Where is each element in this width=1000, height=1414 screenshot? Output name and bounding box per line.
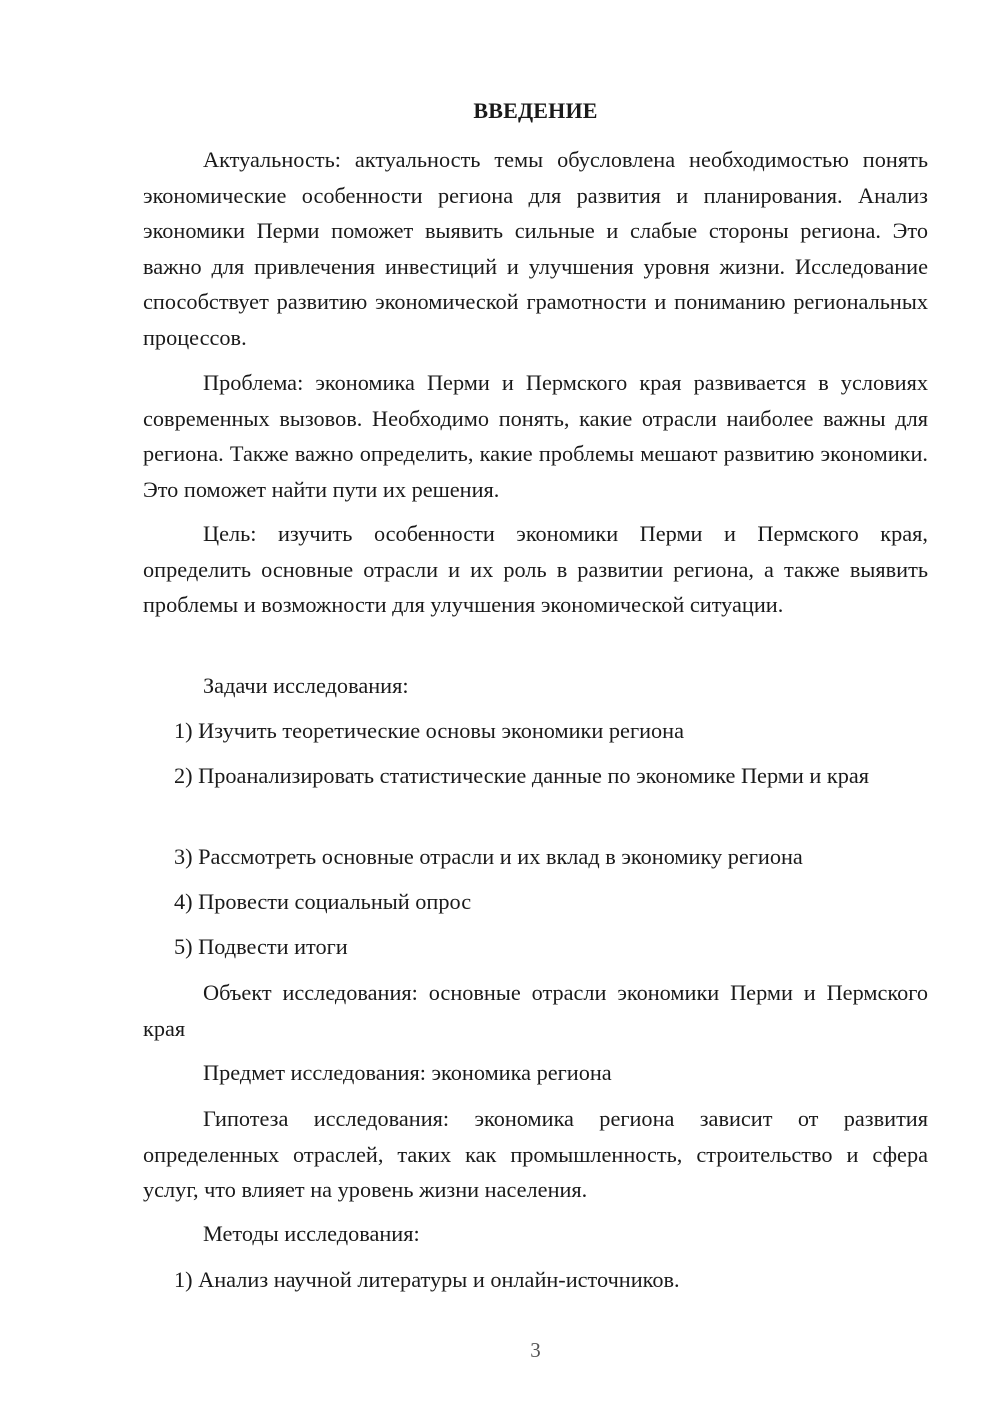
paragraph-object: Объект исследования: основные отрасли экономики Перми и Пермского края	[143, 980, 928, 1041]
method-item-1: 1) Анализ научной литературы и онлайн-источников.	[174, 1267, 680, 1292]
paragraph-subject: Предмет исследования: экономика региона	[203, 1060, 612, 1085]
methods-heading: Методы исследования:	[203, 1221, 420, 1246]
paragraph-problem: Проблема: экономика Перми и Пермского края развивается в условиях современных вызовов. Необходимо понять, какие отрасли наиболее важны для региона. Также важно определить, какие проблемы мешают развитию экономики. Это поможет найти пути их решения.	[143, 370, 928, 502]
task-item-4: 4) Провести социальный опрос	[174, 889, 472, 914]
paragraph-hypothesis: Гипотеза исследования: экономика региона зависит от развития определенных отраслей, таких как промышленность, строительство и сфера услуг, что влияет на уровень жизни населения.	[143, 1106, 928, 1202]
task-item-2: 2) Проанализировать статистические данные по экономике Перми и края	[174, 763, 870, 788]
section-title: ВВЕДЕНИЕ	[473, 98, 598, 123]
task-item-5: 5) Подвести итоги	[174, 934, 348, 959]
tasks-heading: Задачи исследования:	[203, 673, 409, 698]
paragraph-goal: Цель: изучить особенности экономики Перми и Пермского края, определить основные отрасли и их роль в развитии региона, а также выявить проблемы и возможности для улучшения экономической ситуации.	[143, 521, 928, 617]
task-item-3: 3) Рассмотреть основные отрасли и их вклад в экономику региона	[174, 844, 803, 869]
task-item-1: 1) Изучить теоретические основы экономики региона	[174, 718, 684, 743]
document-page	[143, 0, 928, 1414]
page-number: 3	[530, 1338, 541, 1362]
paragraph-relevance: Актуальность: актуальность темы обусловлена необходимостью понять экономические особенности региона для развития и планирования. Анализ экономики Перми поможет выявить сильные и слабые стороны региона. Это важно для привлечения инвестиций и улучшения уровня жизни. Исследование способствует развитию экономической грамотности и пониманию региональных процессов.	[143, 147, 928, 350]
